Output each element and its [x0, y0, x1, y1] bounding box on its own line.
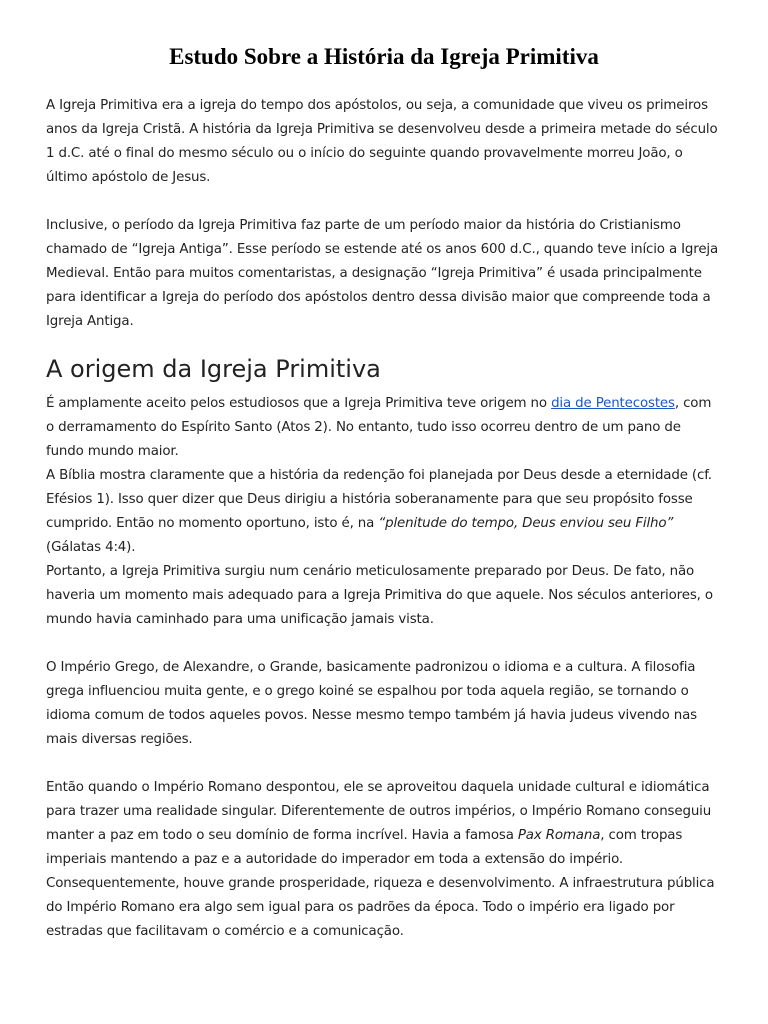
intro-paragraph-2: Inclusive, o período da Igreja Primitiva faz parte de um período maior da história do Cristianismo chamado de “Igreja Antiga”. Esse período se estende até os anos 600 d.C., quando teve início a Igreja Medieval. Então para muitos comentaristas, a designação “Igreja Primitiva” é usada principalmente para identificar a Igreja do período dos apóstolos dentro dessa divisão maior que compreende toda a Igreja Antiga. — [46, 218, 719, 329]
origin-paragraph-3: Portanto, a Igreja Primitiva surgiu num cenário meticulosamente preparado por Deus. De fato, não haveria um momento mais adequado para a Igreja Primitiva do que aquele. Nos séculos anteriores, o mundo havia caminhado para uma unificação jamais vista. — [46, 564, 713, 627]
origin-p5-text-before: Então quando o Império Romano despontou, ele se aproveitou daquela unidade cultural e idiomática para trazer uma realidade singular. Diferentemente de outros impérios, o Império Romano conseguiu manter a paz em todo o seu domínio de forma incrível. Havia a famosa — [46, 780, 712, 843]
intro-paragraph-1: A Igreja Primitiva era a igreja do tempo dos apóstolos, ou seja, a comunidade que viveu os primeiros anos da Igreja Cristã. A história da Igreja Primitiva se desenvolveu desde a primeira metade do século 1 d.C. até o final do mesmo século ou o início do seguinte quando provavelmente morreu João, o último apóstolo de Jesus. — [46, 98, 718, 185]
origin-paragraph-5 — [46, 776, 722, 944]
paragraph-spacer — [46, 190, 722, 214]
origin-p2-text-after: (Gálatas 4:4). — [46, 540, 136, 555]
origin-paragraph-1 — [46, 392, 722, 464]
section-heading: A origem da Igreja Primitiva — [46, 355, 381, 383]
origin-p1-text-after: , com o derramamento do Espírito Santo (Atos 2). No entanto, tudo isso ocorreu dentro de um pano de fundo mundo maior. — [46, 396, 712, 459]
galatas-quote: “plenitude do tempo, Deus enviou seu Filho” — [378, 516, 674, 531]
pentecostes-link[interactable]: dia de Pentecostes — [551, 396, 675, 411]
origin-p1-text-before: É amplamente aceito pelos estudiosos que a Igreja Primitiva teve origem no — [46, 396, 552, 411]
paragraph-spacer — [46, 632, 722, 656]
page-title: Estudo Sobre a História da Igreja Primitiva — [169, 44, 599, 69]
paragraph-spacer — [46, 752, 722, 776]
origin-paragraph-2 — [46, 464, 722, 560]
pax-romana-term: Pax Romana — [517, 828, 601, 843]
origin-p2-text-before: A Bíblia mostra claramente que a história da redenção foi planejada por Deus desde a eternidade (cf. Efésios 1). Isso quer dizer que Deus dirigiu a história soberanamente para que seu propósito fosse cumprido. Então no momento oportuno, isto é, na — [46, 468, 712, 531]
origin-paragraph-4: O Império Grego, de Alexandre, o Grande, basicamente padronizou o idioma e a cultura. A filosofia grega influenciou muita gente, e o grego koiné se espalhou por toda aquela região, se tornando o idioma comum de todos aqueles povos. Nesse mesmo tempo também já havia judeus vivendo nas mais diversas regiões. — [46, 660, 697, 747]
origin-p5-text-after: , com tropas imperiais mantendo a paz e a autoridade do imperador em toda a extensão do império. Consequentemente, houve grande prosperidade, riqueza e desenvolvimento. A infraestrutura pública do Império Romano era algo sem igual para os padrões da época. Todo o império era ligado por estradas que facilitavam o comércio e a comunicação. — [46, 828, 715, 939]
